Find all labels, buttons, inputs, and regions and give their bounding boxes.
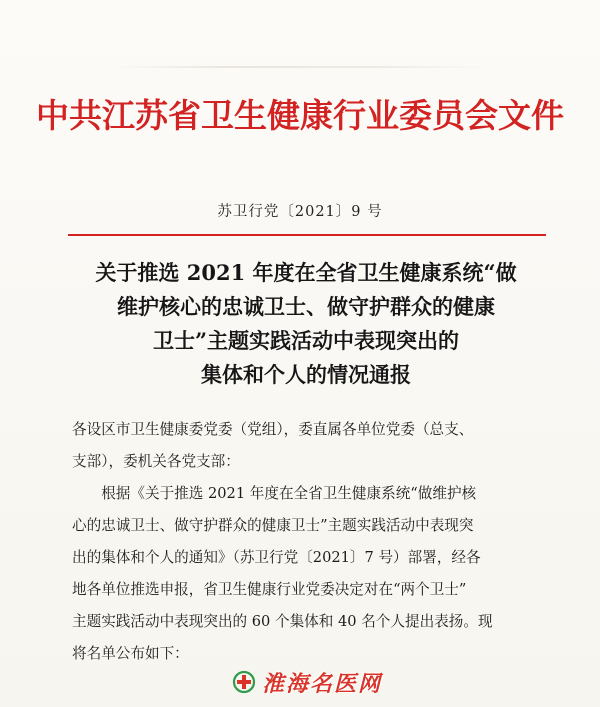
- notice-title-line: 集体和个人的情况通报: [201, 362, 411, 387]
- addressee-line: 各设区市卫生健康委党委（党组），委直属各单位党委（总支、: [72, 421, 474, 438]
- watermark-text: 淮海名医网: [262, 670, 383, 697]
- notice-title-line: 关于推选 2021 年度在全省卫生健康系统“做: [95, 260, 517, 285]
- medical-cross-logo-icon: [232, 670, 256, 694]
- notice-title-line: 卫士”主题实践活动中表现突出的: [152, 328, 460, 353]
- paragraph-line: 主题实践活动中表现突出的 60 个集体和 40 名个人提出表扬。现: [72, 613, 493, 630]
- document-body: [72, 414, 560, 670]
- paragraph-line: 心的忠诚卫士、做守护群众的健康卫士”主题实践活动中表现突: [72, 517, 474, 534]
- paragraph-line: 根据《关于推选 2021 年度在全省卫生健康系统“做维护核: [101, 485, 477, 502]
- site-watermark: [232, 666, 382, 698]
- paragraph-line: 将名单公布如下：: [72, 645, 189, 662]
- document-number: 苏卫行党〔2021〕9 号: [217, 204, 383, 220]
- red-divider-line: [68, 234, 546, 236]
- document-header-title: 中共江苏省卫生健康行业委员会文件: [36, 96, 564, 135]
- faint-scan-mark: [110, 66, 490, 68]
- addressee-line: 支部），委机关各党支部：: [72, 453, 240, 470]
- notice-title-line: 维护核心的忠诚卫士、做守护群众的健康: [117, 294, 495, 319]
- paragraph-line: 地各单位推选申报，省卫生健康行业党委决定对在“两个卫士”: [72, 581, 467, 598]
- notice-title: [56, 256, 556, 392]
- paragraph-line: 出的集体和个人的通知》（苏卫行党〔2021〕7 号）部署，经各: [72, 549, 481, 566]
